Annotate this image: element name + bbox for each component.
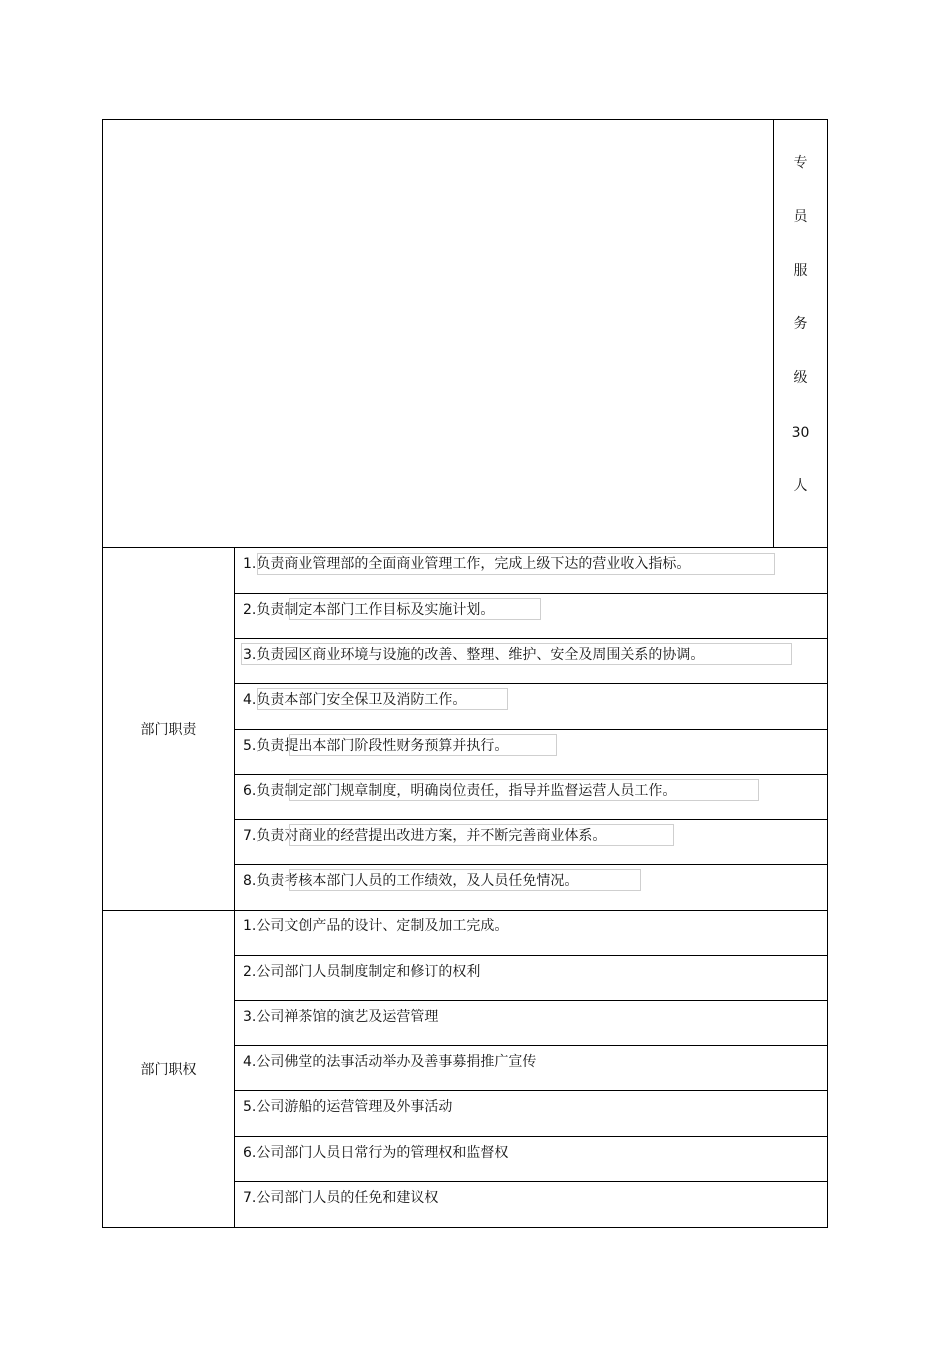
power-text: 2.公司部门人员制度制定和修订的权利: [243, 964, 481, 980]
duty-text: 3.负责园区商业环境与设施的改善、整理、维护、安全及周围关系的协调。: [243, 647, 705, 663]
power-row: [235, 1046, 827, 1091]
staff-label-char: 专: [793, 155, 808, 171]
power-row: [235, 1091, 827, 1137]
org-chart-area: [103, 120, 774, 547]
power-text: 1.公司文创产品的设计、定制及加工完成。: [243, 918, 509, 934]
power-row: [235, 1182, 827, 1226]
duty-text: 4.负责本部门安全保卫及消防工作。: [243, 692, 467, 708]
org-chart-block: [102, 119, 828, 548]
duty-text: 1.负责商业管理部的全面商业管理工作，完成上级下达的营业收入指标。: [243, 556, 691, 572]
power-text: 3.公司禅茶馆的演艺及运营管理: [243, 1009, 439, 1025]
power-text: 7.公司部门人员的任免和建议权: [243, 1190, 439, 1206]
power-row: [235, 1137, 827, 1182]
duties-label: 部门职责: [103, 548, 235, 910]
duty-row: [235, 865, 827, 910]
duty-text: 6.负责制定部门规章制度，明确岗位责任，指导并监督运营人员工作。: [243, 783, 677, 799]
duty-row: [235, 639, 827, 684]
power-row: [235, 910, 827, 956]
duty-row: [235, 594, 827, 639]
duty-text: 2.负责制定本部门工作目标及实施计划。: [243, 602, 495, 618]
powers-label: 部门职权: [103, 910, 235, 1227]
duties-section: [102, 548, 828, 911]
duty-row: [235, 730, 827, 775]
power-row: [235, 1001, 827, 1046]
staff-label-char: 人: [793, 478, 808, 494]
staff-label-char: 务: [793, 316, 808, 332]
powers-section: [102, 910, 828, 1228]
power-text: 4.公司佛堂的法事活动举办及善事募捐推广宣传: [243, 1054, 537, 1070]
duty-text: 8.负责考核本部门人员的工作绩效，及人员任免情况。: [243, 873, 579, 889]
duty-text: 7.负责对商业的经营提出改进方案，并不断完善商业体系。: [243, 828, 607, 844]
duty-text: 5.负责提出本部门阶段性财务预算并执行。: [243, 738, 509, 754]
power-text: 5.公司游船的运营管理及外事活动: [243, 1099, 453, 1115]
staff-label-char: 服: [793, 263, 808, 279]
staff-label-char: 级: [793, 370, 808, 386]
staff-count: 30: [791, 425, 810, 441]
staff-vertical-label: [774, 120, 827, 547]
duty-row: [235, 684, 827, 730]
duty-row: [235, 548, 827, 594]
duty-row: [235, 820, 827, 865]
duty-row: [235, 775, 827, 820]
staff-label-char: 员: [793, 209, 808, 225]
power-row: [235, 956, 827, 1001]
power-text: 6.公司部门人员日常行为的管理权和监督权: [243, 1145, 509, 1161]
